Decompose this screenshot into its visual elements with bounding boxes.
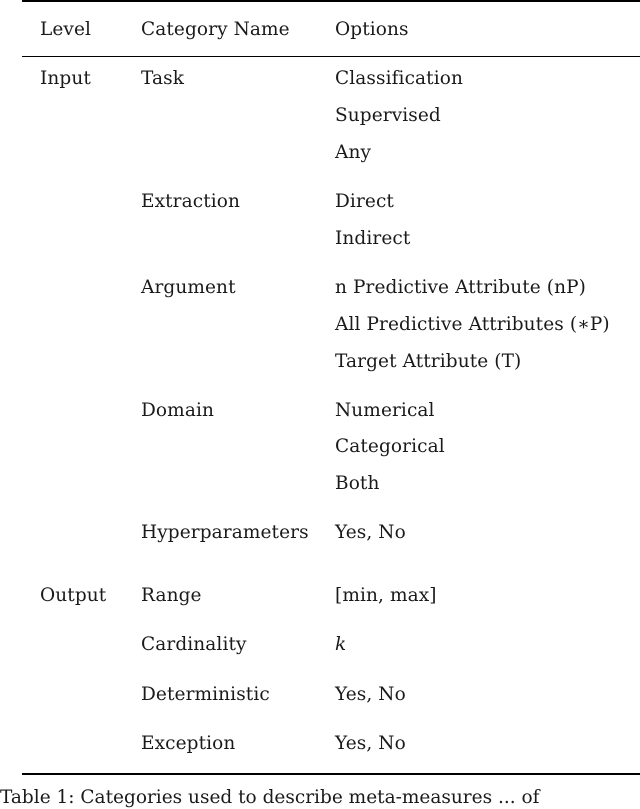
- level-output: Output: [40, 585, 107, 606]
- option-exception-yes-no: Yes, No: [335, 733, 406, 754]
- category-range: Range: [141, 585, 202, 606]
- option-numerical: Numerical: [335, 400, 435, 421]
- category-extraction: Extraction: [141, 191, 241, 212]
- option-indirect: Indirect: [335, 228, 411, 249]
- table-caption: Table 1: Categories used to describe meta-measures ... of: [0, 787, 540, 808]
- option-target-attribute: Target Attribute (T): [335, 351, 522, 372]
- table-bottom-rule: [22, 773, 640, 775]
- category-argument: Argument: [141, 277, 236, 298]
- category-hyperparameters: Hyperparameters: [141, 522, 309, 543]
- option-direct: Direct: [335, 191, 394, 212]
- option-any: Any: [335, 142, 372, 163]
- table-top-rule: [22, 0, 640, 2]
- category-exception: Exception: [141, 733, 236, 754]
- header-category-name: Category Name: [141, 19, 290, 40]
- category-cardinality: Cardinality: [141, 634, 247, 655]
- table-header-rule: [22, 56, 640, 57]
- header-level: Level: [40, 19, 92, 40]
- option-all-predictive-attributes: All Predictive Attributes (∗P): [335, 314, 610, 335]
- option-hyperparameters-yes-no: Yes, No: [335, 522, 406, 543]
- option-deterministic-yes-no: Yes, No: [335, 684, 406, 705]
- option-supervised: Supervised: [335, 105, 441, 126]
- option-categorical: Categorical: [335, 436, 445, 457]
- category-deterministic: Deterministic: [141, 684, 270, 705]
- option-both: Both: [335, 473, 380, 494]
- option-n-predictive-attribute: n Predictive Attribute (nP): [335, 277, 586, 298]
- option-k: k: [335, 634, 347, 655]
- category-task: Task: [141, 68, 185, 89]
- option-min-max: [min, max]: [335, 585, 437, 606]
- category-domain: Domain: [141, 400, 214, 421]
- level-input: Input: [40, 68, 91, 89]
- header-options: Options: [335, 19, 409, 40]
- option-classification: Classification: [335, 68, 463, 89]
